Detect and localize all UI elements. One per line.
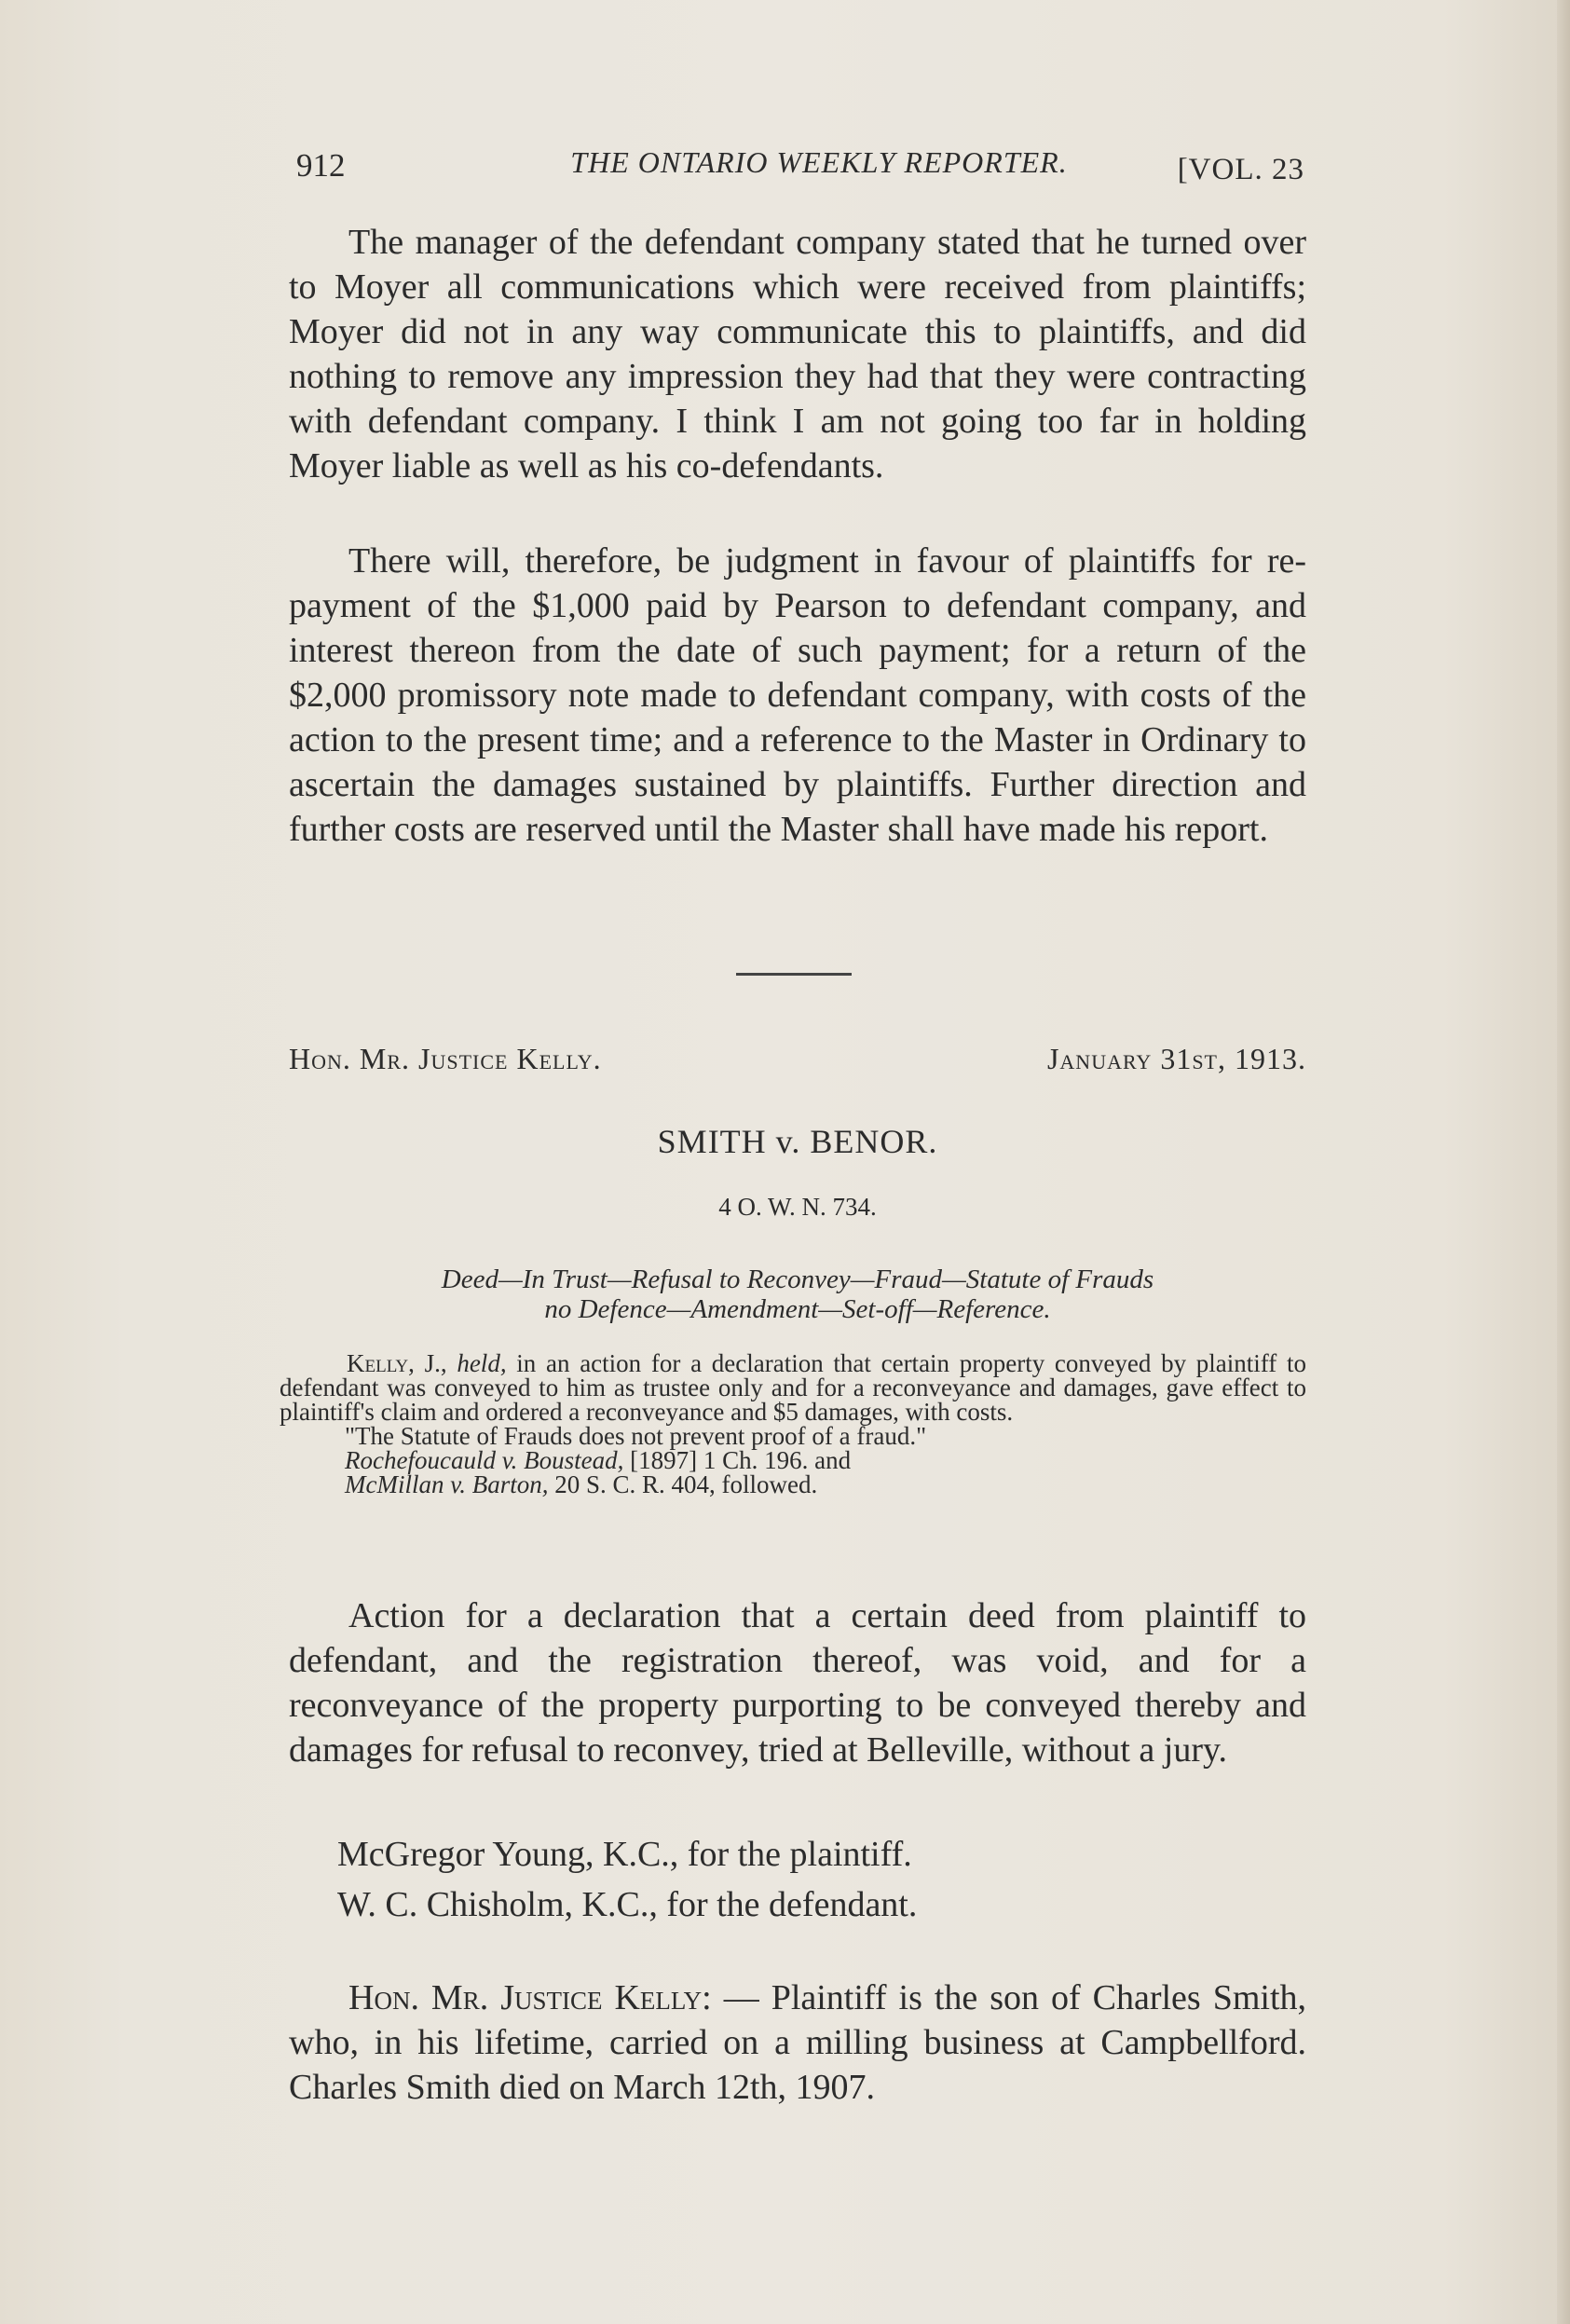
case-name: Rochefoucauld v. Boustead,	[345, 1446, 624, 1474]
counsel-plaintiff: McGregor Young, K.C., for the plaintiff.	[337, 1835, 912, 1874]
headnote-summary	[280, 1351, 1306, 1424]
volume-label: [VOL. 23	[1177, 153, 1304, 186]
case-cite: [1897] 1 Ch. 196. and	[630, 1446, 852, 1474]
judgment-speaker: Hon. Mr. Justice Kelly:	[348, 1978, 712, 2017]
judge-name: Hon. Mr. Justice Kelly.	[289, 1042, 602, 1075]
keywords-line-1: Deed—In Trust—Refusal to Reconvey—Fraud—Statute of Frauds	[441, 1265, 1154, 1294]
case-citation: 4 O. W. N. 734.	[718, 1193, 877, 1221]
judgment-text: — Plaintiff is the son of Charles Smith, who, in his lifetime, carried on a milling business at Campbellford. Charles Smith died on March 12th, 1907.	[289, 1978, 1306, 2107]
counsel-defendant: W. C. Chisholm, K.C., for the defendant.	[337, 1885, 918, 1924]
case-title: SMITH v. BENOR.	[657, 1123, 938, 1160]
section-divider	[736, 973, 852, 976]
paragraph-judgment-opening	[289, 1975, 1306, 2110]
headnote	[280, 1351, 1306, 1497]
paragraph-action-description	[289, 1593, 1306, 1772]
case-name: McMillan v. Barton,	[345, 1470, 549, 1498]
keywords-line-2: no Defence—Amendment—Set-off—Reference.	[544, 1294, 1051, 1324]
paragraph-manager-statement	[289, 220, 1306, 488]
headnote-summary-text: in an action for a declaration that certain property conveyed by plaintiff to defendant was conveyed to him as trustee only and for a reconveyance and damages, gave effect to plaintiff's claim and ordered a reconveyance and $5 damages, with costs.	[280, 1349, 1307, 1426]
headnote-judge: Kelly, J.,	[347, 1349, 447, 1377]
paragraph-text: There will, therefore, be judgment in favour of plaintiffs for re-payment of the $1,000 paid by Pearson to defendant company, and interest thereon from the date of such payment; for a return of the $2,000 promissory note made to defendant company, with costs of the action to the present time; and a reference to the Master in Ordinary to ascertain the damages sustained by plaintiffs. Further direction and further costs are reserved until the Master shall have made his report.	[289, 541, 1306, 849]
paragraph-text: Action for a declaration that a certain deed from plaintiff to defendant, and the registration thereof, was void, and for a reconveyance of the property purporting to be conveyed thereby and damages for refusal to reconvey, tried at Belleville, without a jury.	[289, 1596, 1306, 1770]
running-title: THE ONTARIO WEEKLY REPORTER.	[570, 145, 1068, 179]
headnote-quote: "The Statute of Frauds does not prevent proof of a fraud."	[345, 1422, 927, 1450]
decision-date: January 31st, 1913.	[1046, 1042, 1306, 1075]
headnote-authority-1	[280, 1448, 1306, 1472]
headnote-authority-2	[280, 1472, 1306, 1497]
page-number: 912	[296, 147, 346, 184]
running-header	[296, 142, 1304, 198]
paragraph-judgment-order	[289, 539, 1306, 852]
paragraph-text: The manager of the defendant company stated that he turned over to Moyer all communications which were received from plaintiffs; Moyer did not in any way communicate this to plaintiffs, and did nothing to remove any impression they had that they were contracting with defendant company. I think I am not going too far in holding Moyer liable as well as his co-defendants.	[289, 223, 1306, 485]
headnote-held: held,	[457, 1349, 507, 1377]
paragraph-text	[289, 1975, 1306, 2110]
page-edge	[1557, 0, 1570, 2324]
case-cite: 20 S. C. R. 404, followed.	[554, 1470, 818, 1498]
headnote-keywords	[289, 1265, 1306, 1324]
